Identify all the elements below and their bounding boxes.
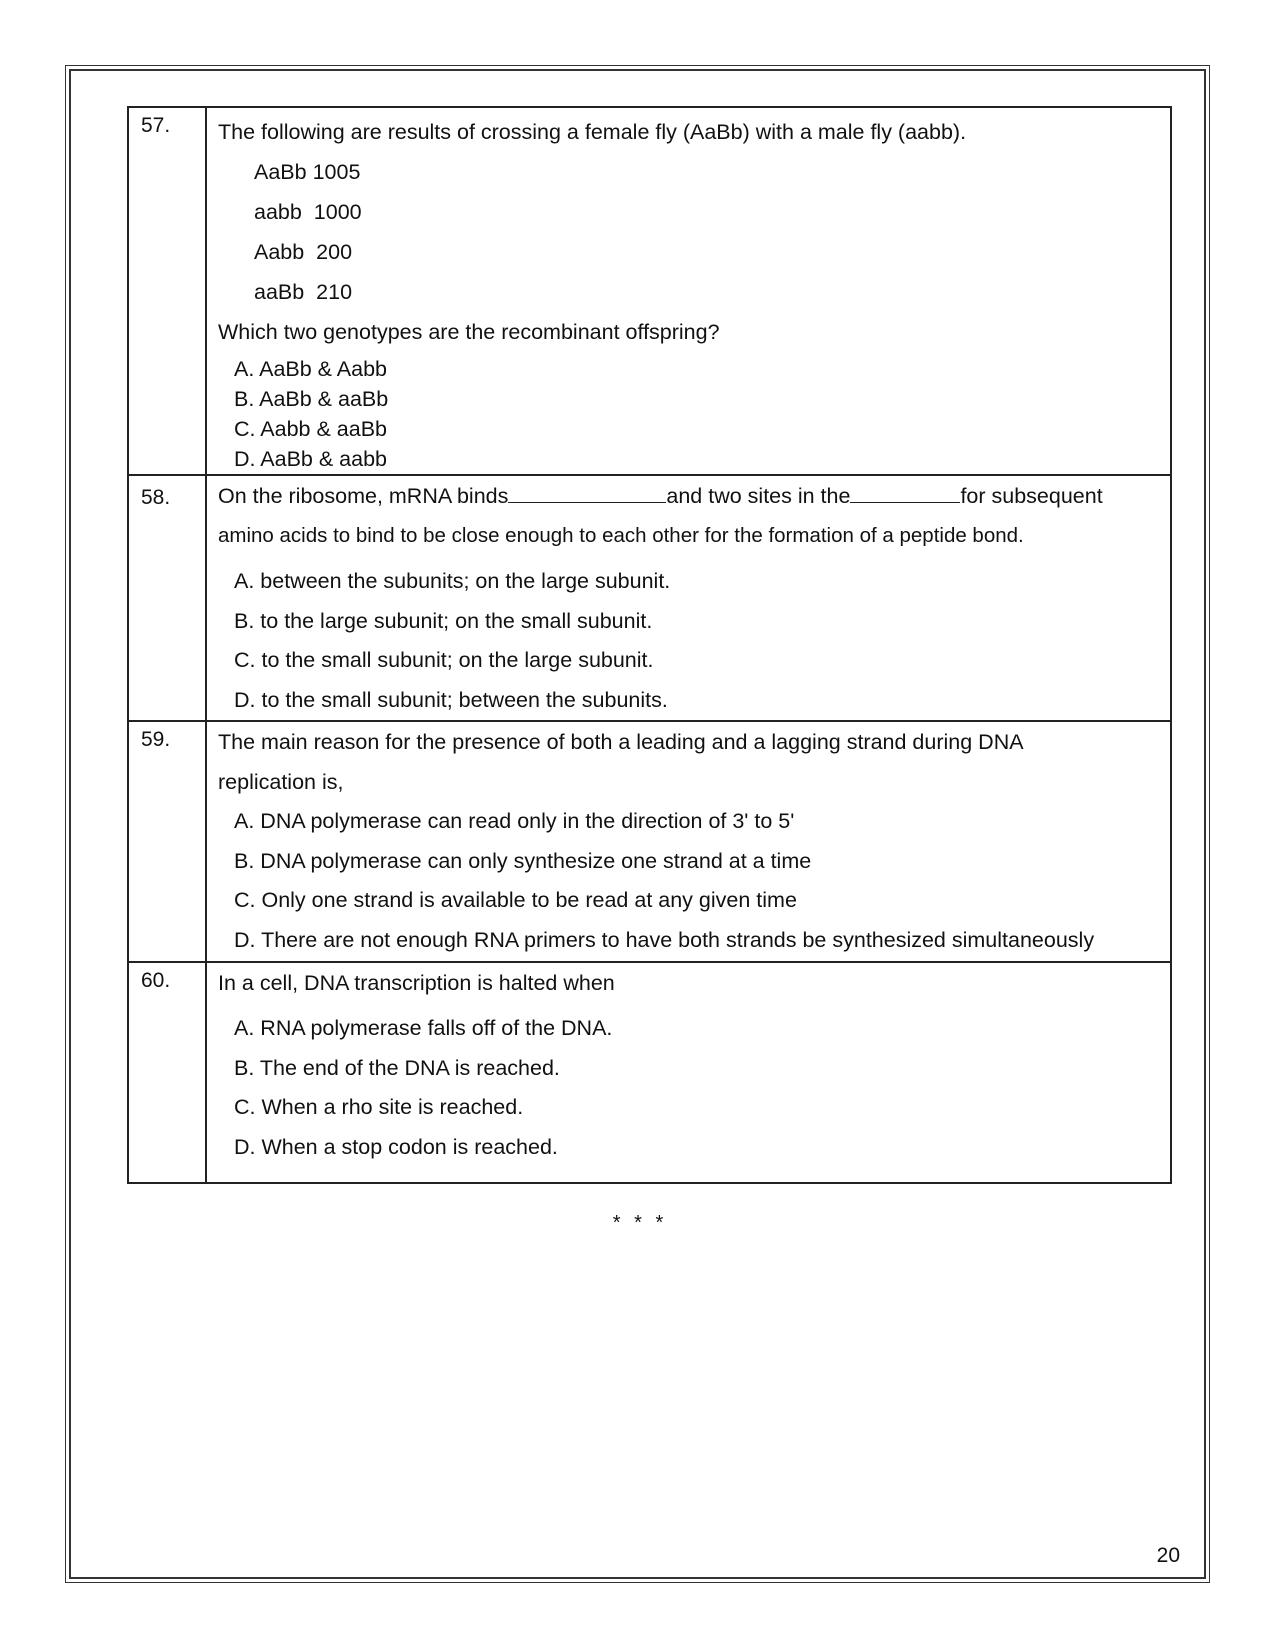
cross-result: AaBb 1005 [254,160,361,184]
page-number: 20 [1156,1544,1180,1567]
question-number: 59. [128,721,206,962]
answer-option-a[interactable]: A. AaBb & Aabb [234,357,388,381]
answer-option-a[interactable]: A. DNA polymerase can read only in the direction of 3' to 5' [234,809,795,833]
question-row-60 [128,962,1171,1183]
answer-options [218,802,1158,960]
question-stem: The following are results of crossing a female fly (AaBb) with a male fly (aabb). [218,120,967,144]
stem-part-3: for subsequent [960,484,1103,508]
question-prompt: Which two genotypes are the recombinant offspring? [218,320,720,344]
cross-result: Aabb 200 [254,240,353,264]
cross-result: aaBb 210 [254,280,353,304]
stem-part-1: On the ribosome, mRNA binds [218,484,509,508]
answer-option-b[interactable]: B. DNA polymerase can only synthesize one strand at a time [234,848,812,873]
question-row-59 [128,721,1171,962]
answer-option-c[interactable]: C. Only one strand is available to be read at any given time [234,888,797,912]
question-row-57 [128,107,1171,475]
answer-option-b[interactable]: B. to the large subunit; on the small subunit. [234,608,653,633]
question-stem [218,476,1158,516]
question-row-58 [128,475,1171,721]
answer-options [218,1003,1158,1167]
answer-option-d[interactable]: D. AaBb & aabb [234,447,387,471]
answer-option-d[interactable]: D. to the small subunit; between the subunits. [234,687,668,712]
question-number: 57. [128,107,206,475]
answer-option-a[interactable]: A. between the subunits; on the large subunit. [234,569,671,593]
question-stem: In a cell, DNA transcription is halted when [218,971,615,995]
question-stem-line-2: replication is, [218,770,344,794]
questions-table [127,106,1172,1184]
end-marker: * * * [612,1212,668,1234]
answer-option-b[interactable]: B. AaBb & aaBb [234,387,389,411]
question-stem-line-2: amino acids to bind to be close enough to each other for the formation of a peptide bond. [218,524,1024,547]
question-number: 60. [128,962,206,1183]
question-body [206,475,1171,721]
answer-option-c[interactable]: C. to the small subunit; on the large subunit. [234,648,654,672]
fill-blank-2 [850,484,960,503]
question-stem-line-1: The main reason for the presence of both a leading and a lagging strand during DNA [218,730,1024,754]
cross-result: aabb 1000 [254,200,362,224]
stem-part-2: and two sites in the [666,484,851,508]
answer-options [218,556,1158,720]
answer-option-d[interactable]: D. When a stop codon is reached. [234,1134,558,1159]
question-body [206,962,1171,1183]
answer-option-c[interactable]: C. When a rho site is reached. [234,1095,524,1119]
answer-option-c[interactable]: C. Aabb & aaBb [234,417,387,441]
question-number: 58. [128,475,206,721]
question-body [206,721,1171,962]
answer-option-a[interactable]: A. RNA polymerase falls off of the DNA. [234,1016,613,1040]
fill-blank-1 [508,484,666,503]
answer-option-b[interactable]: B. The end of the DNA is reached. [234,1055,560,1080]
answer-options [218,352,1158,474]
question-body [206,107,1171,475]
answer-option-d[interactable]: D. There are not enough RNA primers to have both strands be synthesized simultaneously [234,927,1095,952]
